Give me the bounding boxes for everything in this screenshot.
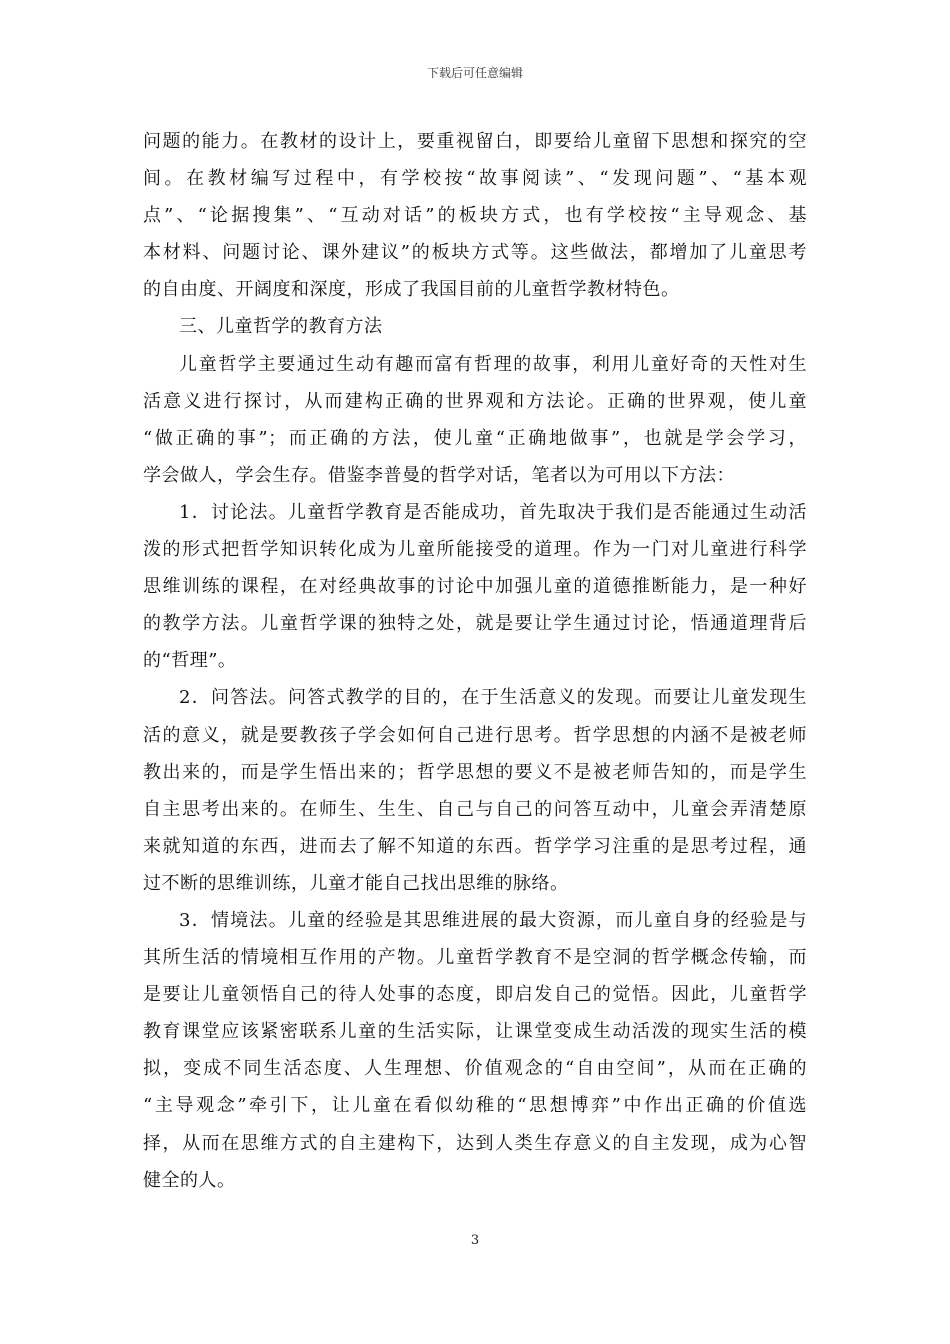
document-body	[143, 123, 807, 1199]
text-line: 1．讨论法。儿童哲学教育是否能成功，首先取决于我们是否能通过生动活	[179, 501, 807, 523]
text-line: 问题的能力。在教材的设计上，要重视留白，即要给儿童留下思想和探究的空	[143, 131, 807, 152]
text-line: 教育课堂应该紧密联系儿童的生活实际，让课堂变成生动活泼的现实生活的模	[143, 1021, 807, 1043]
text-line: 思维训练的课程，在对经典故事的讨论中加强儿童的道德推断能力，是一种好	[143, 576, 807, 598]
text-line: 的自由度、开阔度和深度，形成了我国目前的儿童哲学教材特色。	[143, 279, 680, 301]
text-line: 其所生活的情境相互作用的产物。儿童哲学教育不是空洞的哲学概念传输，而	[143, 947, 807, 969]
text-line: 健全的人。	[143, 1169, 236, 1191]
text-line: 过不断的思维训练，儿童才能自己找出思维的脉络。	[143, 872, 569, 894]
text-line: 的“哲理”。	[143, 650, 237, 672]
text-line: 自主思考出来的。在师生、生生、自己与自己的问答互动中，儿童会弄清楚原	[143, 798, 807, 820]
text-line: 学会做人，学会生存。借鉴李普曼的哲学对话，笔者以为可用以下方法：	[143, 464, 735, 486]
text-line: 间。在教材编写过程中，有学校按“故事阅读”、“发现问题”、“基本观	[143, 168, 807, 190]
text-line: 活意义进行探讨，从而建构正确的世界观和方法论。正确的世界观，使儿童	[143, 390, 807, 412]
text-line: 是要让儿童领悟自己的待人处事的态度，即启发自己的觉悟。因此，儿童哲学	[143, 984, 807, 1006]
section-heading: 三、儿童哲学的教育方法	[179, 316, 383, 338]
text-line: 的教学方法。儿童哲学课的独特之处，就是要让学生通过讨论，悟通道理背后	[143, 613, 807, 635]
text-line: “做正确的事”；而正确的方法，使儿童“正确地做事”，也就是学会学习，	[143, 427, 807, 449]
text-line: 3．情境法。儿童的经验是其思维进展的最大资源，而儿童自身的经验是与	[179, 909, 807, 931]
text-line: 择，从而在思维方式的自主建构下，达到人类生存意义的自主发现，成为心智	[143, 1132, 807, 1154]
text-line: 2．问答法。问答式教学的目的，在于生活意义的发现。而要让儿童发现生	[179, 687, 807, 709]
text-line: 来就知道的东西，进而去了解不知道的东西。哲学学习注重的是思考过程，通	[143, 835, 807, 857]
text-line: 点”、“论据搜集”、“互动对话”的板块方式，也有学校按“主导观念、基	[143, 205, 807, 227]
text-line: “主导观念”牵引下，让儿童在看似幼稚的“思想博弈”中作出正确的价值选	[143, 1095, 807, 1117]
text-line: 儿童哲学主要通过生动有趣而富有哲理的故事，利用儿童好奇的天性对生	[179, 353, 807, 375]
text-line: 拟，变成不同生活态度、人生理想、价值观念的“自由空间”，从而在正确的	[143, 1058, 807, 1080]
text-line: 泼的形式把哲学知识转化成为儿童所能接受的道理。作为一门对儿童进行科学	[143, 539, 807, 561]
text-line: 活的意义，就是要教孩子学会如何自己进行思考。哲学思想的内涵不是被老师	[143, 724, 807, 746]
text-line: 本材料、问题讨论、课外建议”的板块方式等。这些做法，都增加了儿童思考	[143, 242, 807, 264]
text-line: 教出来的，而是学生悟出来的；哲学思想的要义不是被老师告知的，而是学生	[143, 761, 807, 783]
page-number: 3	[470, 1233, 480, 1248]
page-header: 下载后可任意编辑	[426, 66, 523, 80]
